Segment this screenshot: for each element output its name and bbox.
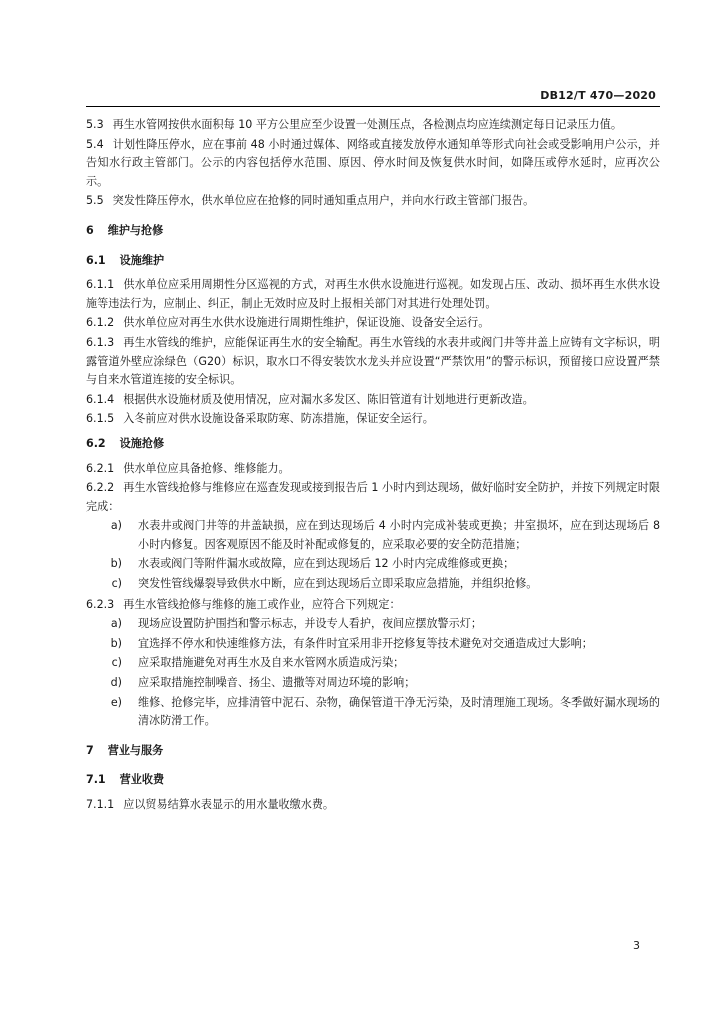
list-item-marker: a) bbox=[110, 519, 122, 533]
clause-text: 设施抢修 bbox=[119, 436, 165, 450]
list-item-text: 应采取措施避免对再生水及自来水管网水质造成污染； bbox=[138, 656, 405, 670]
list-item bbox=[86, 517, 660, 554]
clause-number: 6.2.2 bbox=[86, 481, 115, 495]
list-item-text: 现场应设置防护围挡和警示标志，并设专人看护，夜间应摆放警示灯； bbox=[138, 617, 482, 631]
list-item-text: 水表井或阀门井等的井盖缺损，应在到达现场后 4 小时内完成补装或更换；井室损坏，应在到达现场后 8 小时内修复。因客观原因不能及时补配或修复的，应采取必要的安全防范措施； bbox=[138, 519, 660, 551]
clause-number: 6.1 bbox=[86, 253, 106, 267]
clause-paragraph bbox=[86, 136, 660, 192]
item-list bbox=[86, 615, 660, 731]
clause-paragraph bbox=[86, 479, 660, 516]
item-list bbox=[86, 517, 660, 593]
clause-paragraph bbox=[86, 276, 660, 313]
clause-text: 突发性降压停水，供水单位应在抢修的同时通知重点用户，并向水行政主管部门报告。 bbox=[112, 194, 535, 208]
subsection-heading bbox=[86, 252, 660, 271]
clause-paragraph bbox=[86, 596, 660, 615]
clause-paragraph bbox=[86, 116, 660, 135]
clause-text: 供水单位应采用周期性分区巡视的方式，对再生水供水设施进行巡视。如发现占压、改动、损坏再生水供水设施等违法行为，应制止、纠正，制止无效时应及时上报相关部门对其进行处理处罚。 bbox=[86, 278, 660, 310]
list-item bbox=[86, 654, 660, 673]
clause-text: 维护与抢修 bbox=[107, 223, 164, 237]
list-item-marker: d) bbox=[110, 676, 122, 690]
clause-number: 6 bbox=[86, 223, 94, 237]
clause-number: 6.1.5 bbox=[86, 412, 115, 426]
section-heading bbox=[86, 222, 660, 241]
clause-number: 6.2 bbox=[86, 436, 106, 450]
list-item-text: 突发性管线爆裂导致供水中断，应在到达现场后立即采取应急措施，并组织抢修。 bbox=[138, 577, 538, 591]
clause-number: 7 bbox=[86, 743, 94, 757]
clause-text: 再生水管网按供水面积每 10 平方公里应至少设置一处测压点，各检测点均应连续测定每日记录压力值。 bbox=[112, 118, 622, 131]
list-item bbox=[86, 615, 660, 634]
clause-text: 计划性降压停水，应在事前 48 小时通过媒体、网络或直接发放停水通知单等形式向社会或受影响用户公示，并告知水行政主管部门。公示的内容包括停水范围、原因、停水时间及恢复供水时间，如降压或停水延时，应再次公示。 bbox=[86, 137, 660, 188]
list-item bbox=[86, 555, 660, 574]
clause-paragraph bbox=[86, 192, 660, 211]
document-code: DB12/T 470—2020 bbox=[540, 89, 656, 102]
clause-text: 再生水管线的维护，应能保证再生水的安全输配。再生水管线的水表井或阀门井等井盖上应铸有文字标识，明露管道外壁应涂绿色（G20）标识，取水口不得安装饮水龙头并应设置“严禁饮用”的警示标识，预留接口应设置严禁与自来水管道连接的安全标识。 bbox=[86, 335, 660, 387]
subsection-heading bbox=[86, 435, 660, 454]
clause-text: 供水单位应对再生水供水设施进行周期性维护，保证设施、设备安全运行。 bbox=[123, 316, 490, 330]
clause-number: 5.3 bbox=[86, 118, 104, 131]
clause-text: 应以贸易结算水表显示的用水量收缴水费。 bbox=[123, 798, 335, 811]
clause-text: 供水单位应具备抢修、维修能力。 bbox=[123, 461, 290, 475]
clause-number: 7.1 bbox=[86, 773, 106, 787]
clause-paragraph bbox=[86, 314, 660, 333]
clause-paragraph bbox=[86, 334, 660, 390]
clause-text: 入冬前应对供水设施设备采取防寒、防冻措施，保证安全运行。 bbox=[123, 412, 434, 426]
clause-number: 6.2.1 bbox=[86, 461, 115, 475]
clause-text: 再生水管线抢修与维修的施工或作业，应符合下列规定： bbox=[123, 597, 401, 611]
clause-number: 5.5 bbox=[86, 194, 104, 208]
list-item-marker: e) bbox=[110, 695, 122, 709]
clause-number: 6.1.4 bbox=[86, 392, 115, 406]
clause-text: 再生水管线抢修与维修应在巡查发现或接到报告后 1 小时内到达现场，做好临时安全防护，并按下列规定时限完成： bbox=[86, 481, 660, 513]
list-item-marker: c) bbox=[111, 656, 122, 670]
section-heading bbox=[86, 742, 660, 761]
clause-paragraph bbox=[86, 410, 660, 429]
list-item-text: 应采取措施控制噪音、扬尘、遗撒等对周边环境的影响； bbox=[138, 676, 416, 690]
list-item bbox=[86, 674, 660, 693]
list-item-text: 宜选择不停水和快速维修方法，有条件时宜采用非开挖修复等技术避免对交通造成过大影响； bbox=[138, 636, 593, 650]
subsection-heading bbox=[86, 771, 660, 790]
clause-number: 7.1.1 bbox=[86, 798, 115, 811]
list-item-marker: c) bbox=[111, 577, 122, 591]
clause-text: 根据供水设施材质及使用情况，应对漏水多发区、陈旧管道有计划地进行更新改造。 bbox=[123, 392, 534, 406]
clause-paragraph bbox=[86, 391, 660, 410]
list-item-marker: a) bbox=[110, 617, 122, 631]
list-item-text: 水表或阀门等附件漏水或故障，应在到达现场后 12 小时内完成维修或更换； bbox=[138, 557, 515, 571]
header-rule bbox=[86, 106, 660, 107]
list-item bbox=[86, 635, 660, 654]
clause-paragraph bbox=[86, 796, 660, 815]
clause-number: 6.1.1 bbox=[86, 278, 115, 292]
clause-number: 5.4 bbox=[86, 137, 104, 151]
list-item-marker: b) bbox=[110, 557, 122, 571]
clause-number: 6.2.3 bbox=[86, 597, 115, 611]
list-item bbox=[86, 575, 660, 594]
clause-text: 营业收费 bbox=[119, 773, 165, 787]
document-body bbox=[86, 116, 660, 816]
list-item-text: 维修、抢修完毕，应排清管中泥石、杂物，确保管道干净无污染，及时清理施工现场。冬季做好漏水现场的清冰防滑工作。 bbox=[138, 695, 660, 728]
page-number: 3 bbox=[633, 939, 640, 952]
clause-text: 设施维护 bbox=[119, 253, 165, 267]
clause-number: 6.1.3 bbox=[86, 335, 115, 349]
clause-paragraph bbox=[86, 460, 660, 479]
clause-text: 营业与服务 bbox=[107, 743, 164, 757]
clause-number: 6.1.2 bbox=[86, 316, 115, 330]
list-item bbox=[86, 694, 660, 731]
list-item-marker: b) bbox=[110, 636, 122, 650]
